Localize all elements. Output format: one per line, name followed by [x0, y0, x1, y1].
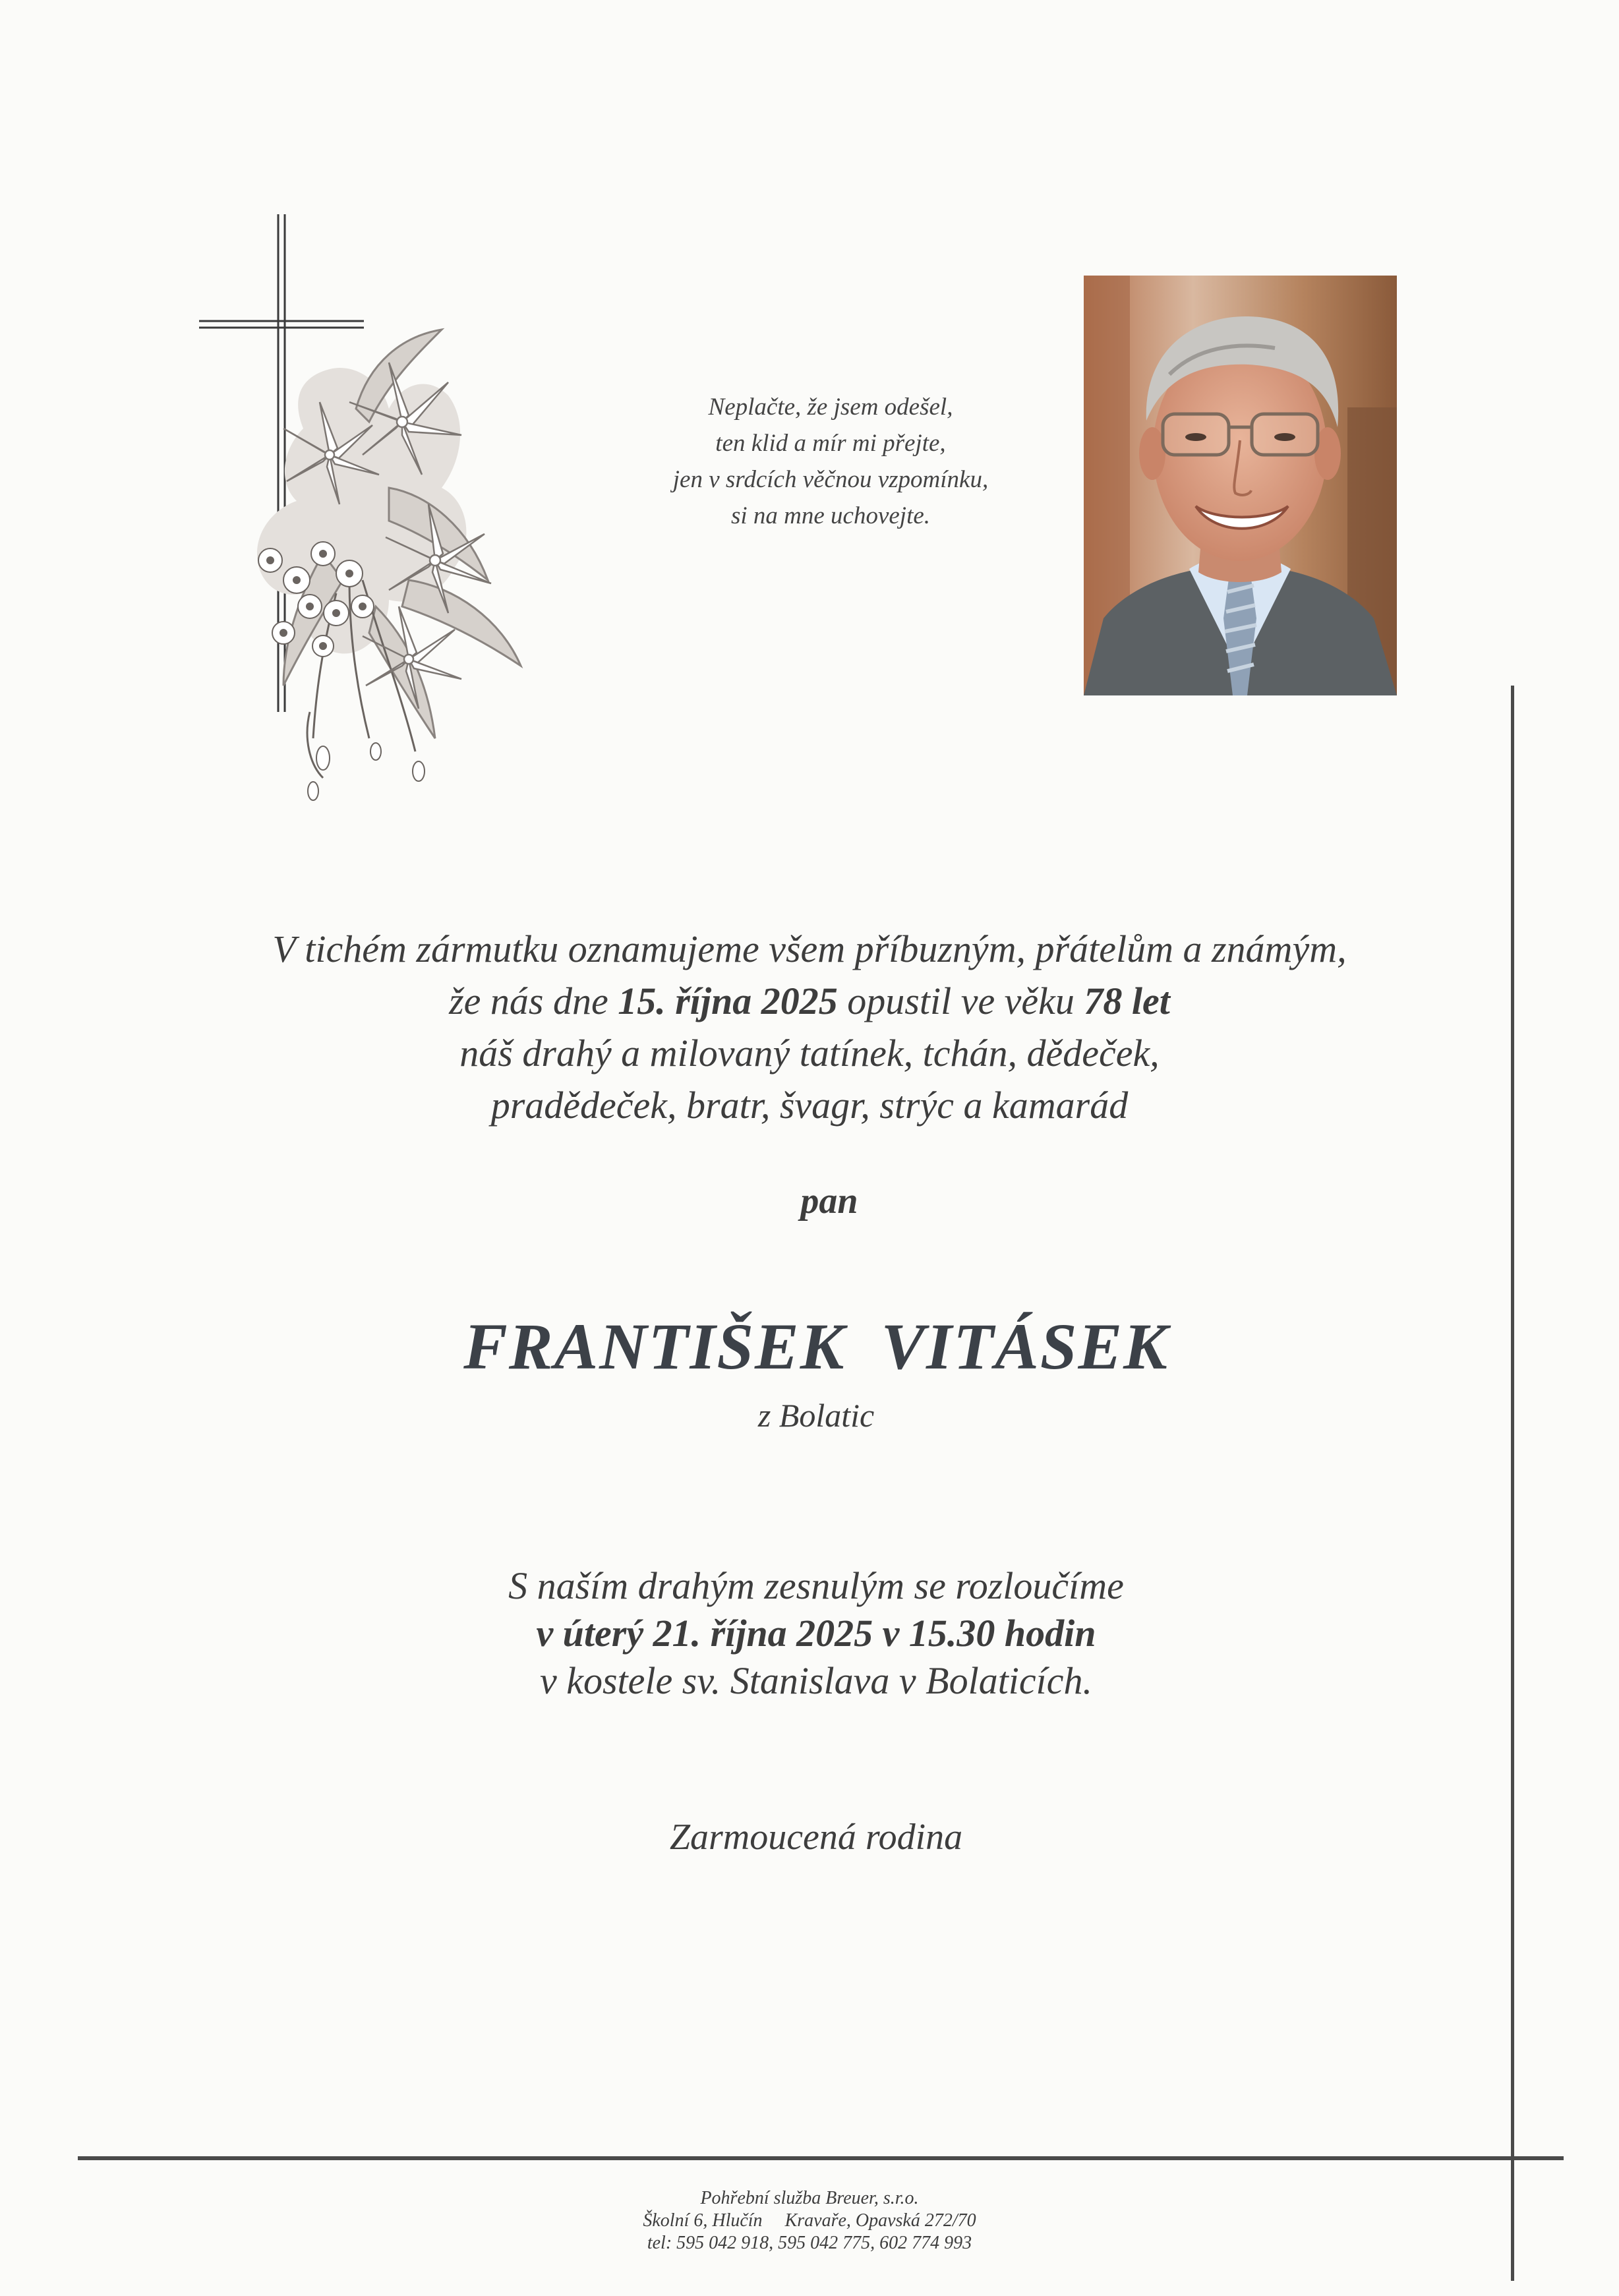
- funeral-location: v kostele sv. Stanislava v Bolaticích.: [539, 1659, 1093, 1702]
- company-name: Pohřební služba Breuer, s.r.o.: [700, 2188, 919, 2208]
- company-phones: tel: 595 042 918, 595 042 775, 602 774 993: [647, 2233, 972, 2253]
- last-name: VITÁSEK: [881, 1310, 1169, 1383]
- first-name: FRANTIŠEK: [463, 1310, 846, 1383]
- age: 78 let: [1084, 980, 1170, 1022]
- poem-line: ten klid a mír mi přejte,: [715, 430, 946, 457]
- funeral-datetime-text: v úterý 21. října 2025 v 15.30 hodin: [536, 1612, 1096, 1655]
- company-addresses: [0, 2210, 1619, 2232]
- farewell-line: S naším drahým zesnulým se rozloučíme: [508, 1564, 1124, 1607]
- funeral-datetime: [7, 1610, 1619, 1657]
- cross-lilies-illustration: [191, 211, 534, 837]
- announcement-text: že nás dne: [449, 980, 618, 1022]
- honorific: pan: [800, 1181, 858, 1222]
- address-hlucin: Školní 6, Hlučín: [643, 2210, 763, 2231]
- address-kravare: Kravaře, Opavská 272/70: [784, 2210, 976, 2231]
- deceased-name: [0, 1309, 1619, 1384]
- lily-bouquet-icon: [257, 330, 521, 800]
- death-announcement: [0, 923, 1619, 1131]
- date-of-death: 15. října 2025: [618, 980, 838, 1022]
- deceased-origin: z Bolatic: [757, 1397, 875, 1434]
- horizontal-rule: [78, 2156, 1564, 2160]
- poem-line: jen v srdcích věčnou vzpomínku,: [672, 466, 989, 493]
- family-signature: Zarmoucená rodina: [669, 1817, 963, 1858]
- announcement-line: pradědeček, bratr, švagr, strýc a kamarád: [490, 1084, 1129, 1127]
- announcement-line: V tichém zármutku oznamujeme všem příbuzným, přátelům a známým,: [272, 927, 1347, 970]
- announcement-text: opustil ve věku: [837, 980, 1084, 1022]
- poem-line: Neplačte, že jsem odešel,: [708, 394, 953, 421]
- funeral-service-footer: [0, 2187, 1619, 2254]
- poem-line: si na mne uchovejte.: [730, 502, 931, 529]
- deceased-portrait-photo: [1084, 276, 1397, 695]
- announcement-line: [0, 975, 1619, 1027]
- announcement-line: náš drahý a milovaný tatínek, tchán, dědeček,: [459, 1032, 1160, 1074]
- memorial-poem: [554, 389, 1107, 534]
- funeral-details: [0, 1562, 1619, 1705]
